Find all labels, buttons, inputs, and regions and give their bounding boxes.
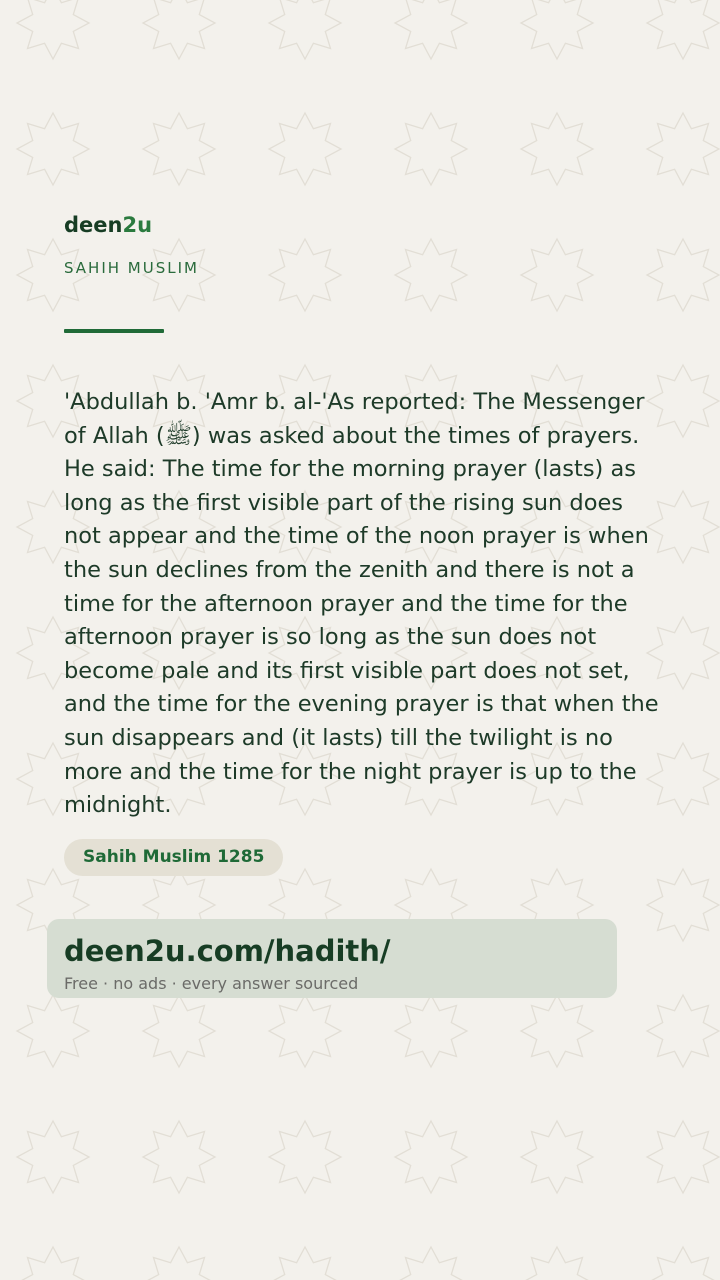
divider: [64, 329, 164, 333]
cta-card[interactable]: [47, 919, 617, 998]
hadith-text: 'Abdullah b. 'Amr b. al-'As reported: The Messenger of Allah (ﷺ) was asked about the times of prayers. He said: The time for the morning prayer (lasts) as long as the first visible part of the rising sun does not appear and the time of the noon prayer is when the sun declines from the zenith and there is not a time for the afternoon prayer and the time for the afternoon prayer is so long as the sun does not become pale and its first visible part does not set, and the time for the evening prayer is that when the sun disappears and (it lasts) till the twilight is no more and the time for the night prayer is up to the midnight.: [64, 389, 659, 819]
brand-name-part1: deen: [64, 213, 123, 237]
cta-url-link[interactable]: deen2u.com/hadith/: [64, 934, 391, 968]
brand-logo: [64, 210, 152, 240]
brand-name-part2: 2u: [122, 213, 153, 237]
cta-tagline: Free · no ads · every answer sourced: [64, 974, 359, 993]
reference-badge: Sahih Muslim 1285: [64, 839, 283, 876]
collection-label: SAHIH MUSLIM: [64, 259, 199, 277]
